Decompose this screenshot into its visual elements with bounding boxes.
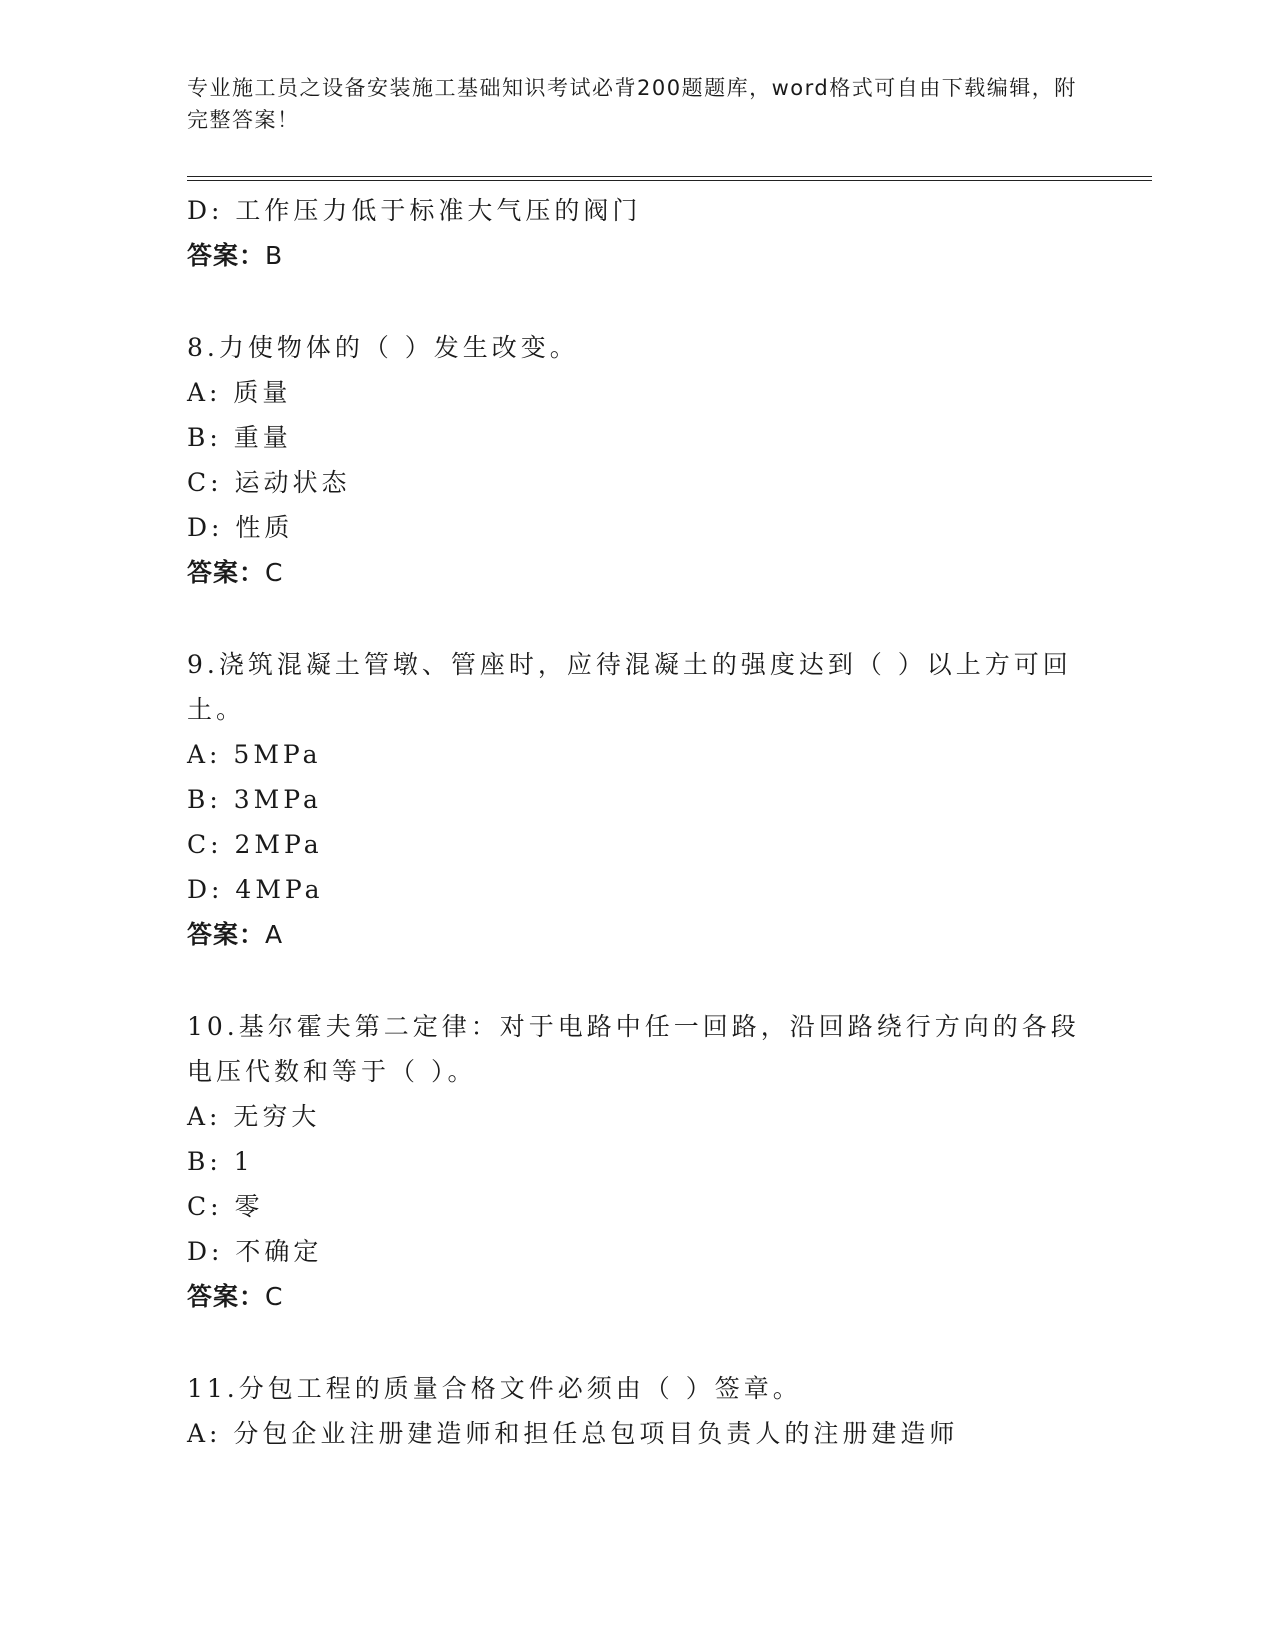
- question-stem: 9.浇筑混凝土管墩、管座时，应待混凝土的强度达到（ ）以上方可回土。: [187, 650, 1072, 724]
- question-stem: 10.基尔霍夫第二定律：对于电路中任一回路，沿回路绕行方向的各段电压代数和等于（ ）。: [187, 1012, 1080, 1086]
- question-answer: [187, 550, 1087, 595]
- option-d: D: 不确定: [187, 1237, 323, 1266]
- option-c: C: 2MPa: [187, 830, 323, 859]
- option-d: D: 性质: [187, 513, 294, 542]
- question-answer: [187, 1274, 1087, 1319]
- question-10: [187, 1004, 1087, 1319]
- answer-label: 答案：: [187, 920, 266, 949]
- page-header: [187, 72, 1087, 136]
- option-b: B: 重量: [187, 423, 292, 452]
- q7-option-d: D: 工作压力低于标准大气压的阀门: [187, 196, 642, 225]
- answer-label: 答案：: [187, 1282, 266, 1311]
- q7-answer: [187, 233, 1087, 278]
- answer-label: 答案：: [187, 558, 266, 587]
- option-d: D: 4MPa: [187, 875, 324, 904]
- option-b: B: 1: [187, 1147, 254, 1176]
- header-divider: [187, 176, 1152, 181]
- question-9: [187, 642, 1087, 957]
- answer-value: C: [265, 1282, 284, 1311]
- answer-label: 答案：: [187, 241, 266, 270]
- answer-value: A: [265, 920, 284, 949]
- document-body: [187, 188, 1087, 1456]
- question-11: [187, 1366, 1087, 1456]
- answer-value: C: [265, 558, 284, 587]
- question-answer: [187, 912, 1087, 957]
- option-b: B: 3MPa: [187, 785, 322, 814]
- option-a: A: 分包企业注册建造师和担任总包项目负责人的注册建造师: [187, 1419, 959, 1448]
- option-a: A: 5MPa: [187, 740, 322, 769]
- answer-value: B: [265, 241, 284, 270]
- option-c: C: 零: [187, 1192, 264, 1221]
- option-a: A: 无穷大: [187, 1102, 321, 1131]
- option-a: A: 质量: [187, 378, 292, 407]
- option-c: C: 运动状态: [187, 468, 351, 497]
- header-title: 专业施工员之设备安装施工基础知识考试必背200题题库，word格式可自由下载编辑，附完整答案！: [187, 76, 1077, 132]
- question-stem: 11.分包工程的质量合格文件必须由（ ）签章。: [187, 1374, 802, 1403]
- question-8: [187, 325, 1087, 595]
- question-stem: 8.力使物体的（ ）发生改变。: [187, 333, 579, 362]
